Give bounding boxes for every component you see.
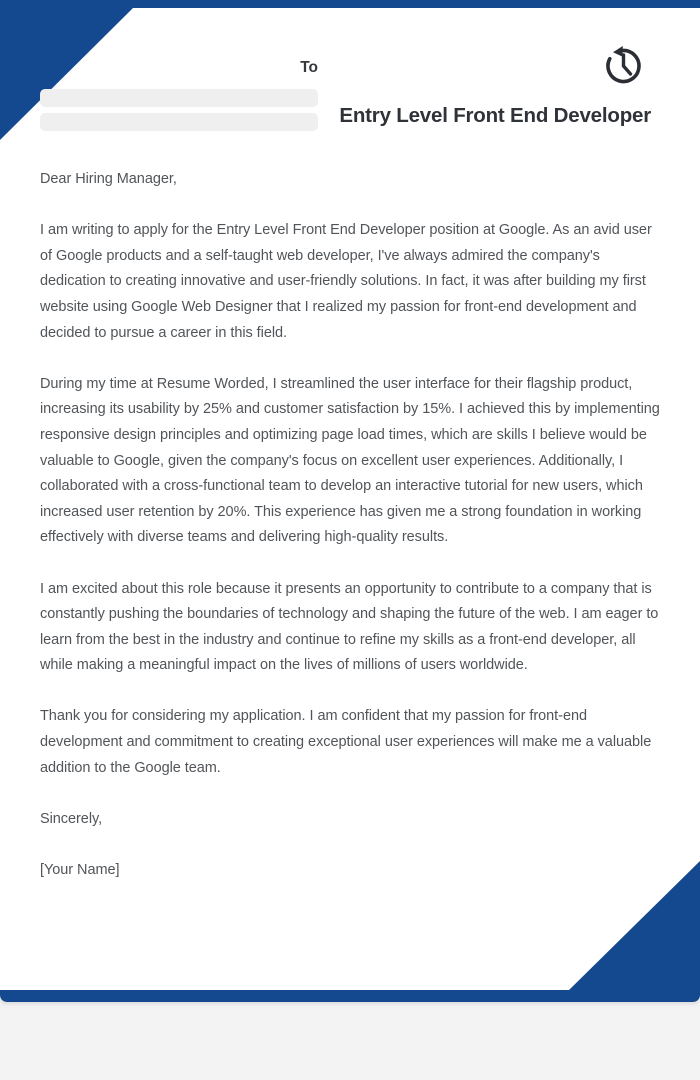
letter-paragraph: I am writing to apply for the Entry Level Front End Developer position at Google. As an avid user of Google products and a self-taught web developer, I've always admired the company's dedication to creating innovative and user-friendly solutions. In fact, it was after building my first website using Google Web Designer that I realized my passion for front-end development and decided to pursue a career in this field. <box>40 222 652 341</box>
recipient-placeholder-line <box>40 113 318 131</box>
letter-paragraph: Thank you for considering my application. I am confident that my passion for front-end development and commitment to creating exceptional user experiences will make me a valuable addition to the Google team. <box>40 708 652 776</box>
closing: Sincerely, <box>40 810 103 827</box>
job-title: Entry Level Front End Developer <box>339 104 651 127</box>
to-label: To <box>300 59 318 76</box>
letter-paragraph: I am excited about this role because it presents an opportunity to contribute to a company that is constantly pushing the boundaries of technology and shaping the future of the web. I am eager to learn from the best in the industry and continue to refine my skills as a front-end developer, all while making a meaningful impact on the lives of millions of users worldwide. <box>40 580 659 674</box>
recipient-placeholder-line <box>40 89 318 107</box>
top-accent-bar <box>0 0 700 8</box>
history-icon <box>601 43 645 87</box>
bottom-accent-bar <box>0 990 700 1002</box>
signature: [Your Name] <box>40 862 120 879</box>
letter-paragraph: During my time at Resume Worded, I streamlined the user interface for their flagship product, increasing its usability by 25% and customer satisfaction by 15%. I achieved this by implementing responsive design principles and optimizing page load times, which are skills I believe would be valuable to Google, given the company's focus on excellent user experiences. Additionally, I collaborated with a cross-functional team to develop an interactive tutorial for new users, which increased user retention by 20%. This experience has given me a strong foundation in working effectively with diverse teams and delivering high-quality results. <box>40 375 660 546</box>
letter-body <box>40 167 665 909</box>
salutation: Dear Hiring Manager, <box>40 171 177 187</box>
